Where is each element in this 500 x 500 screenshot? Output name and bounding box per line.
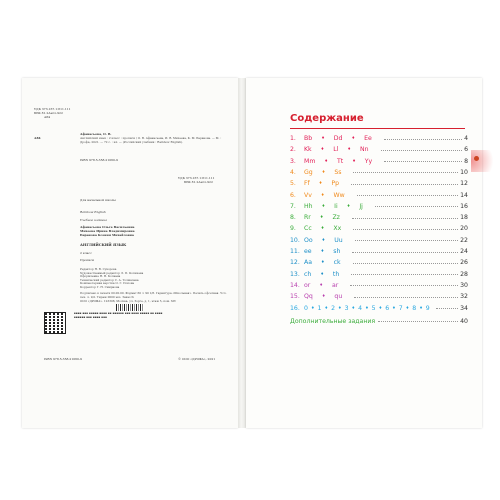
diamond-icon: ♦ [347,146,352,152]
toc-row [290,303,468,314]
toc-row [290,235,468,246]
author-full-2: Михеева Ирина Владимировна [80,229,135,233]
toc-row-number: 3. [290,157,296,165]
toc-extra-label: Дополнительные задания [290,317,376,325]
diamond-icon: ♦ [320,146,325,152]
diamond-icon: ♦ [324,304,329,310]
diamond-icon: ♦ [405,304,410,310]
author-line: Афанасьева, О. В. [80,132,112,136]
toc-row-item: Bb [304,135,313,142]
diamond-icon: ♦ [320,225,325,231]
diamond-icon: ♦ [352,157,356,163]
toc-row-item: Aa [304,259,313,267]
toc-row-page: 8 [464,157,468,165]
toc-row-item: Rr [304,214,311,222]
toc-row-number: 7. [290,202,296,210]
toc-row [290,201,468,212]
toc-row-page: 22 [460,236,468,244]
author-full-3: Баранова Ксения Михайловна [80,233,134,237]
toc-row-number: 8. [290,214,296,222]
toc-row-number: 16. [290,304,300,312]
toc-title-rule [290,128,465,129]
series-en: Rainbow English [80,210,106,214]
toc-row-item: Xx [333,225,342,233]
toc-dots [355,237,458,241]
toc-row-item: Ee [364,135,372,142]
udk-line: УДК 373.167.1:811.111 [34,107,71,111]
toc-row-item: Dd [333,135,343,142]
toc-row-page: 10 [460,168,468,176]
toc-row-item: ch [304,270,312,278]
toc-row-item: ee [304,248,312,255]
isbn-main: ISBN 978-5-358-21060-9 [80,158,118,162]
toc-row-item: Nn [360,146,369,154]
toc-row-item: Hh [304,202,313,210]
toc-row [290,133,468,144]
diamond-icon: ♦ [319,281,323,287]
toc-row-item: Zz [332,214,340,222]
toc-row-page: 14 [460,191,468,199]
credits: Редактор Н. В. Суворова Художественный редактор Л. П. Копачева Оформление Н. В. Кочнева Технический редактор С. А. Толмачева Компьютерная верстка О. Г. Попова Корректор Г. Н. Смирнова [80,267,144,289]
diamond-icon: ♦ [318,180,323,186]
publisher: ООО «ДРОФА». 123308, Москва, ул. Зорге, д. 1, этаж 5, пом. XIV [80,299,176,303]
toc-dots [384,136,462,140]
toc-row-item: 5 [371,304,376,312]
diamond-icon: ♦ [378,304,383,310]
toc-row-items [304,293,351,300]
diamond-icon: ♦ [365,304,369,310]
diamond-icon: ♦ [320,248,325,253]
toc-row-item: Jj [359,202,363,210]
toc-row-number: 14. [290,281,300,289]
toc-row-item: Yy [364,157,373,165]
toc-row-item: 1 [317,304,322,312]
toc-row-items [304,282,347,289]
diamond-icon: ♦ [310,304,315,310]
copyright: © ООО «ДРОФА», 2021 [178,357,216,361]
bbk-line: ББК 81.2Англ-922 [34,111,63,115]
toc-row-page: 26 [460,259,468,267]
toc-row-item: qu [334,293,343,301]
toc-extra-row [290,316,468,327]
toc-dots [436,305,458,309]
toc-row-page: 32 [460,293,468,301]
toc-row-item: Oo [304,236,313,244]
toc-row-items [304,192,354,199]
toc-row [290,156,468,167]
toc-row [290,190,468,201]
toc-row-items [304,237,352,244]
right-udk: УДК 373.167.1:811.111 [178,176,215,180]
toc-row-item: Uu [334,236,343,244]
toc-row [290,223,468,234]
toc-row-item: sh [333,248,341,255]
toc-row-item: ck [333,259,341,267]
toc-row-page: 28 [460,270,468,278]
toc-row-item: Ii [334,202,338,210]
diamond-icon: ♦ [338,304,342,310]
toc-row-item: Ll [333,146,339,154]
diamond-icon: ♦ [351,135,356,140]
diamond-icon: ♦ [321,236,326,242]
isbn-bottom: ISBN 978-5-358-21060-9 [44,357,82,361]
toc-row-page: 4 [464,135,468,142]
diamond-icon: ♦ [319,214,324,220]
toc-row-number: 11. [290,248,300,255]
toc-row-items [304,271,348,278]
toc-row-items [304,158,381,165]
toc-row-page: 6 [464,146,468,154]
toc-row-item: 9 [425,304,430,312]
author-code-2: А84 [34,136,41,140]
book-description: Английский язык : 2 класс : прописи / О. В. Афанасьева, И. В. Михеева, К. М. Баранова. — М. : Дрофа, 2021. — 72 с. : ил. — (Российский учебник : Rainbow English). [80,136,222,144]
author-full-1: Афанасьева Ольга Васильевна [80,225,135,229]
toc-dots [375,203,458,207]
toc-row-item: 8 [412,304,417,312]
toc-row-number: 6. [290,191,296,199]
toc-row-item: 7 [398,304,403,312]
toc-row [290,291,468,302]
page-edge-highlight [471,150,500,172]
toc-row-item: Vv [304,191,312,199]
toc-extra-page: 40 [460,317,468,325]
toc-row-item: 4 [358,304,363,312]
toc-dots [381,147,462,151]
toc-row-item: Gg [304,168,313,176]
toc-dots [351,181,458,185]
toc-row-page: 34 [460,304,468,312]
book-title: АНГЛИЙСКИЙ ЯЗЫК [80,243,127,247]
toc-dots [357,192,458,196]
toc-row-number: 15. [290,293,300,301]
toc-dots [354,294,458,298]
toc-title: Содержание [290,113,364,124]
toc-row-items [304,180,348,187]
edition-type: Учебное издание [80,218,108,222]
toc-row-item: th [332,270,340,278]
bookmark-dot-icon [474,156,479,161]
toc-row-item: Ff [304,180,310,188]
toc-row-items [304,259,350,266]
diamond-icon: ♦ [419,304,423,310]
toc-dots [352,215,458,219]
toc-row [290,144,468,155]
toc-row-page: 12 [460,180,468,188]
toc-row [290,212,468,223]
toc-row [290,246,468,257]
toc-row-item: Tt [336,157,344,165]
diamond-icon: ♦ [321,259,325,265]
toc-row-items [304,169,350,176]
toc-row-items [304,305,433,312]
toc-row [290,269,468,280]
toc-row-item: Qq [304,293,313,301]
imprint: Подписано к печати 00.00.00. Формат 60 × 90 1/8. Гарнитура «Школьная». Печать офсетная. Усл. печ. л. 9,0. Тираж 0000 экз. Заказ № [80,291,227,299]
toc-row-item: or [304,281,311,289]
diamond-icon: ♦ [321,293,326,299]
subtitle: Прописи [80,258,95,262]
toc-row-item: Pp [331,180,340,188]
toc-row-number: 2. [290,146,296,154]
toc-dots [384,158,462,162]
toc-row-item: 3 [344,304,349,312]
diamond-icon: ♦ [320,191,325,197]
toc-row-page: 18 [460,214,468,222]
toc-row-page: 16 [460,202,468,210]
diamond-icon: ♦ [324,157,328,163]
toc-row [290,178,468,189]
toc-dots [351,271,458,275]
toc-row-number: 10. [290,236,300,244]
toc-row-items [304,225,350,232]
qr-notes: ▪▪▪▪ ▪▪▪ ▪▪▪▪▪ ▪▪▪▪ ▪▪ ▪▪▪▪▪▪ ▪▪▪ ▪▪▪▪ ▪▪▪▪▪ ▪▪ ▪▪▪▪ ▪▪▪▪▪▪ ▪▪▪ ▪▪▪▪ ▪▪▪ [74,311,163,319]
right-bbk: ББК 81.2Англ-922 [184,180,213,184]
toc-row-items [304,146,378,153]
toc-row-number: 4. [290,168,296,176]
toc-dots [353,260,459,264]
barcode-icon [116,304,144,311]
toc-row-number: 12. [290,259,300,267]
toc-row-number: 13. [290,270,300,278]
toc-row-page: 30 [460,281,468,289]
toc-row-item: Kk [304,146,312,154]
toc-row-items [304,135,381,142]
diamond-icon: ♦ [321,202,326,208]
toc-row-number: 1. [290,135,296,142]
diamond-icon: ♦ [351,304,356,310]
toc-row-item: Mm [304,157,316,165]
toc-row-item: Ss [334,168,342,176]
author-code: А84 [44,115,51,119]
toc-row-items [304,214,349,221]
left-page [22,78,238,428]
toc-dots [353,169,458,173]
toc-row-number: 5. [290,180,296,188]
toc-row [290,280,468,291]
book-gutter [238,78,246,428]
diamond-icon: ♦ [346,202,351,208]
toc-dots [352,249,458,253]
toc-row-item: 0 [304,304,308,312]
toc-dots [378,318,458,322]
qr-code-icon [44,312,66,334]
toc-row-page: 20 [460,225,468,233]
toc-row-number: 9. [290,225,296,233]
toc-row-item: ar [331,281,339,289]
toc-row-item: Cc [304,225,312,233]
grade: 2 класс [80,251,92,255]
toc-row [290,257,468,268]
age-sign: Для начальной школы [80,198,116,202]
toc-row [290,167,468,178]
toc-row-items [304,203,372,210]
diamond-icon: ♦ [392,304,396,310]
toc-dots [353,226,458,230]
diamond-icon: ♦ [320,270,324,276]
toc-row-items [304,248,349,255]
toc-dots [350,282,458,286]
toc-row-page: 24 [460,248,468,255]
diamond-icon: ♦ [321,168,326,174]
toc-row-item: 6 [385,304,390,312]
toc-row-item: Ww [333,191,345,199]
diamond-icon: ♦ [321,135,325,140]
toc-row-item: 2 [331,304,335,312]
